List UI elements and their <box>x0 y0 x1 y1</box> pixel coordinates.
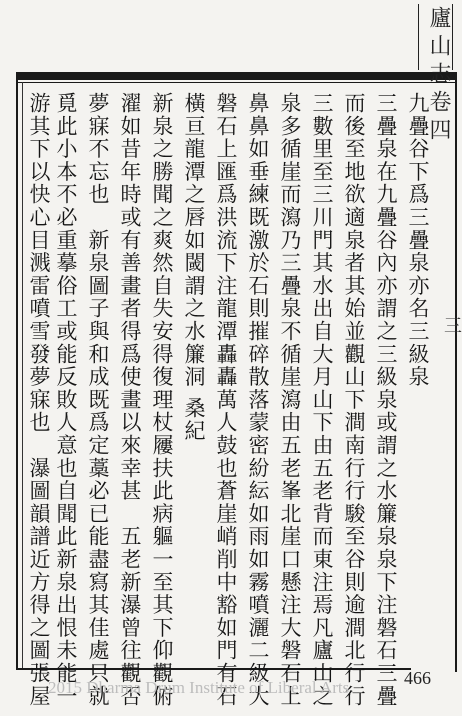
watermark: 2015 Dharma Drum Institute of Liberal Arts <box>48 678 350 697</box>
page-number: 466 <box>404 668 431 688</box>
frame-left-rule <box>16 72 18 670</box>
text-column-13: 游其下以快心目溅雷噴雪發夢寐也 瀑圖韻譜近方得之圖張屋 <box>27 92 51 708</box>
text-column-9: 新泉之勝聞之爽然自失安得復理杖屨扶此病軀一至其下仰觀俯 <box>150 92 174 708</box>
text-column-11: 夢寐不忘也 新泉圖子與和成既爲定藁必已能盡寫其佳處只就 <box>86 92 110 708</box>
text-column-12: 覓此小本不必重摹俗工或能反敗人意也自聞此新泉出恨未能一 <box>54 92 78 708</box>
text-column-8: 橫亘龍潭之唇如閾謂之水簾洞 桑紀 <box>182 92 206 443</box>
frame-top-thin-rule <box>16 82 457 83</box>
text-column-5: 泉多循崖而瀉乃三疊泉不循崖瀉由五老峯北崖口懸注大磐石上 <box>278 92 302 708</box>
frame-right-rule <box>455 72 457 672</box>
text-column-7: 磐石上匯爲洪流下注龍潭轟轟萬人鼓也蒼崖峭削中豁如門有石 <box>214 92 238 708</box>
frame-top-rule <box>16 72 457 80</box>
text-column-4: 三數里至三川門其水出自大月山下由五老背而東注焉凡廬山之 <box>310 92 334 708</box>
folio-mark: 三 <box>441 316 462 334</box>
text-column-1: 九疊谷下爲三疊泉亦名三級泉 <box>406 92 430 389</box>
text-column-3: 而後至地欲適泉者其始並觀山下澗南行行駿至谷則逾澗北行行 <box>342 92 366 708</box>
header-left-rule <box>418 4 419 70</box>
frame-left-thin-rule <box>22 82 23 670</box>
text-column-10: 濯如昔年時或有善畫者得爲使畫以來幸甚 五老新瀑曾往觀否 <box>118 92 142 708</box>
running-header: 廬山志卷四 <box>426 6 451 146</box>
text-column-6: 鼻鼻如垂練既激於石則摧碎散落蒙密紛紜如雨如霧噴灑二級大 <box>246 92 270 708</box>
text-column-2: 三疊泉在九疊谷內亦謂之三級泉或謂之水簾泉泉下注磐石三疊 <box>374 92 398 708</box>
